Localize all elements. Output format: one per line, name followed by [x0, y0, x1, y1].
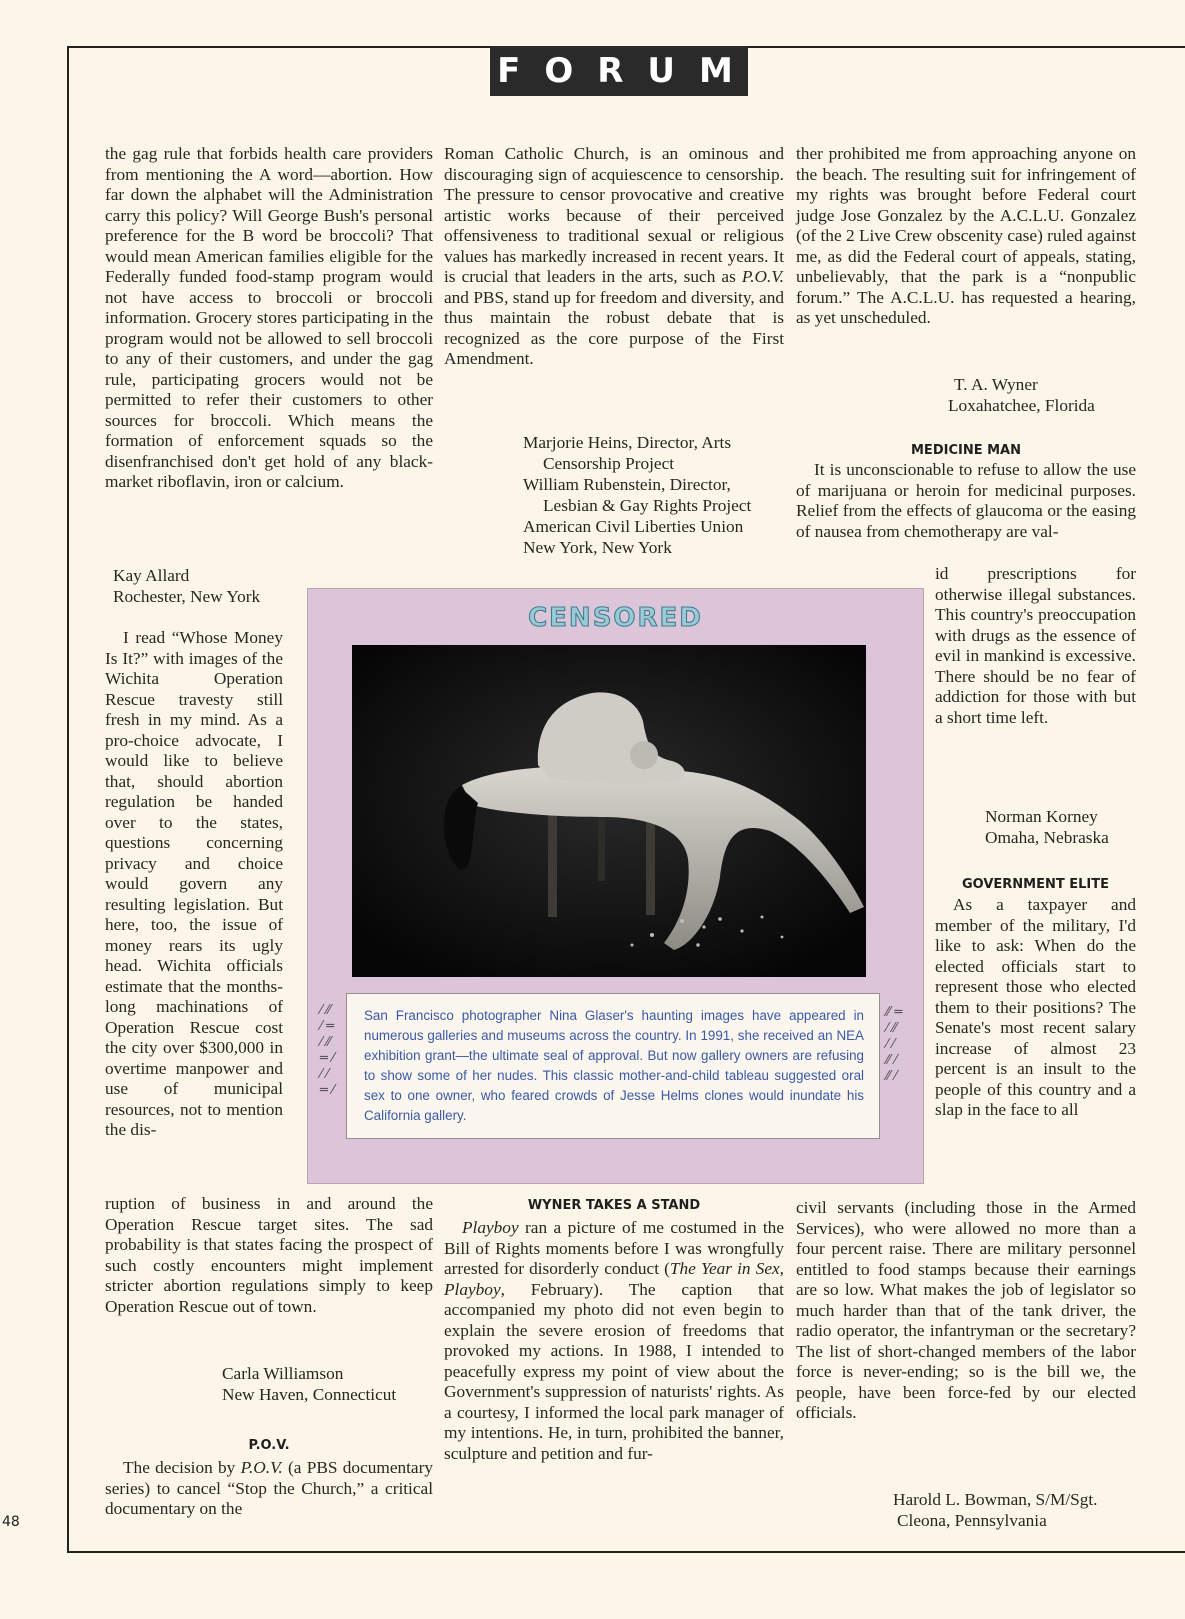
nude-tableau-photo [352, 645, 866, 977]
page-number: 48 [2, 1514, 20, 1530]
letter-government-elite-part1: As a taxpayer and member of the military, I'd like to ask: When do the elected officials start to represent those who elected them to their positions? The Senate's most recent salary increase of almost 23 percent is an insult to the people of this country and a slap in the face to all [935, 895, 1136, 1119]
signature-bowman: Harold L. Bowman, S/M/Sgt. Cleona, Pennsylvania [893, 1490, 1098, 1530]
letter-medicine-man-part1: It is unconscionable to refuse to allow the use of marijuana or heroin for medicinal purposes. Relief from the effects of glaucoma or the easing of nausea from chemotherapy are val- [796, 460, 1136, 541]
letter-government-elite-part2: civil servants (including those in the Armed Services), who were allowed no more than a four percent raise. There are military personnel entitled to food stamps because their earnings are so low. What makes the job of legislator so much harder than that of the tank driver, the radio operator, the infantryman or the secretary? The list of short-changed members of the labor force is never-ending; so is the bill we, the people, have been force-fed by our elected officials. [796, 1198, 1136, 1422]
forum-masthead: FORUM [490, 46, 748, 96]
heading-medicine-man: MEDICINE MAN [911, 443, 1021, 458]
heading-wyner: WYNER TAKES A STAND [527, 1198, 701, 1213]
photo-image [352, 645, 866, 977]
letter-pov-continued: Roman Catholic Church, is an ominous and discouraging sign of acquiescence to censorship. The pressure to censor provocative and creative artistic works because of their perceived offensiveness to traditional sexual or religious values has markedly increased in recent years. It is crucial that leaders in the arts, such as P.O.V. and PBS, stand up for freedom and diversity, and thus maintain the robust debate that is recognized as the core purpose of the First Amendment. [444, 144, 784, 368]
signature-williamson [222, 1363, 396, 1405]
signature-allard-name: Kay Allard [113, 566, 190, 585]
letter-whose-money-part2: ruption of business in and around the Operation Rescue target sites. The sad probability is that states facing the prospect of such costly encounters might implement stricter abortion regulations simply to keep Operation Rescue out of town. [105, 1194, 433, 1316]
signature-allard-place: Rochester, New York [113, 587, 261, 606]
signature-wyner: T. A. Wyner Loxahatchee, Florida [948, 375, 1095, 415]
frame-left-rule [67, 46, 69, 1552]
heading-pov: P.O.V. [248, 1438, 290, 1453]
censored-title: CENSORED [528, 603, 703, 633]
photo-caption: San Francisco photographer Nina Glaser's haunting images have appeared in numerous galleries and museums across the country. In 1991, she received an NEA exhibition grant—the ultimate seal of approval. But now gallery owners are refusing to show some of her nudes. This classic mother-and-child tableau suggested oral sex to one owner, who feared crowds of Jesse Helms clones would inundate his California gallery. [364, 1008, 864, 1123]
signature-williamson-name: Carla Williamson [222, 1364, 344, 1383]
signature-aclu: Marjorie Heins, Director, Arts Censorship Project William Rubenstein, Director, Lesbian & Gay Rights Project American Civil Liberties Union New York, New York [523, 433, 752, 557]
signature-allard [113, 565, 260, 607]
photo-caption-box [346, 993, 880, 1139]
signature-williamson-place: New Haven, Connecticut [222, 1385, 397, 1404]
letter-wyner-start: Playboy ran a picture of me costumed in the Bill of Rights moments before I was wrongfully arrested for disorderly conduct (The Year in Sex, Playboy, February). The caption that accompanied my photo did not even begin to explain the severe erosion of freedoms that provoked my actions. In 1988, I intended to peacefully express my point of view about the Government's suppression of naturists' rights. As a courtesy, I informed the local park manager of my intentions. He, in turn, prohibited the banner, sculpture and petition and fur- [444, 1218, 785, 1463]
signature-korney: Norman Korney Omaha, Nebraska [985, 807, 1109, 847]
letter-pov-start: The decision by P.O.V. (a PBS documentary series) to cancel “Stop the Church,” a critical documentary on the [105, 1458, 433, 1518]
letter-whose-money-part1: I read “Whose Money Is It?” with images of the Wichita Operation Rescue travesty still fresh in my mind. As a pro-choice advocate, I would like to believe that, should abortion regulation be handed over to the states, questions concerning privacy and choice would govern any resulting legislation. But here, too, the issue of money rears its ugly head. Wichita officials estimate that the months-long machinations of Operation Rescue cost the city over $300,000 in overtime manpower and use of municipal resources, not to mention the dis- [105, 628, 283, 1139]
censored-feature-box [307, 588, 924, 1184]
heading-government-elite: GOVERNMENT ELITE [961, 877, 1110, 892]
censored-edge-marks-right: ⁄⁄ ═ ⁄ ⁄⁄ ⁄ ⁄ ⁄⁄ ⁄ ⁄⁄ ⁄ [886, 1005, 903, 1084]
frame-bottom-rule [67, 1551, 1185, 1553]
letter-medicine-man-part2: id prescriptions for otherwise illegal substances. This country's preoccupation with drugs as the essence of evil in mankind is excessive. There should be no fear of addiction for those with but a short time left. [935, 564, 1136, 727]
letter-gag-rule: the gag rule that forbids health care providers from mentioning the A word—abortion. How far down the alphabet will the Administration carry this policy? Will George Bush's personal preference for the B word be broccoli? That would mean American families eligible for the Federally funded food-stamp program would not have access to broccoli or broccoli information. Grocery stores participating in the program would not be allowed to sell broccoli to any of their customers, and under the gag rule, participating grocers would not be permitted to refer their customers to other sources for broccoli. Which means the formation of enforcement squads so the disenfranchised don't get hold of any black-market riboflavin, iron or calcium. [105, 144, 433, 491]
censored-edge-marks-left: ⁄ ⁄⁄ ⁄ ═ ⁄ ⁄⁄ ═ ⁄ ⁄ ⁄ ═ ⁄ [320, 1003, 335, 1098]
letter-wyner-continued: ther prohibited me from approaching anyone on the beach. The resulting suit for infringement of my rights was brought before Federal court judge Jose Gonzalez by the A.C.L.U. Gonzalez (of the 2 Live Crew obscenity case) ruled against me, as did the Federal court of appeals, stating, unbelievably, that the park is a “nonpublic forum.” The A.C.L.U. has requested a hearing, as yet unscheduled. [796, 144, 1136, 327]
